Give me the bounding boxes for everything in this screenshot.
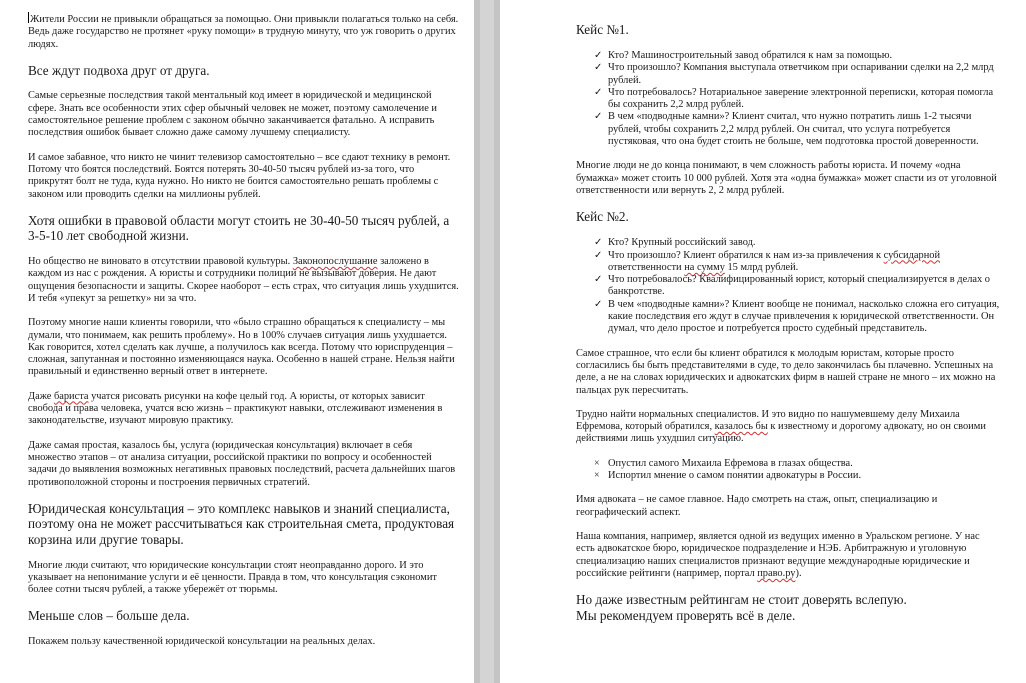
case2-list bbox=[576, 237, 1000, 335]
paragraph-text: Жители России не привыкли обращаться за помощью. Они привыкли полагаться только на себя. Ведь даже государство не протянет «руку помощи» в трудную минуту, что уж говорить о других людях. bbox=[28, 14, 459, 50]
paragraph: Даже самая простая, казалось бы, услуга (юридическая консультация) включает в себя множество этапов – от анализа ситуации, российской практики по вопросу и особенностей задачи до выявления возможных негативных правовых последствий, расчета дальнейших шагов противоположной стороны и построения первичных стратегий. bbox=[28, 439, 456, 488]
list-item: ✓ Кто? Машиностроительный завод обратился к нам за помощью. bbox=[594, 50, 893, 61]
checkmark-icon: ✓ bbox=[594, 298, 603, 310]
spellcheck-word[interactable]: на сумму bbox=[684, 261, 725, 273]
checkmark-icon: ✓ bbox=[594, 274, 603, 286]
paragraph: Но общество не виновато в отсутствии правовой культуры. Законопослушание заложено в каждом из нас с рождения. А юристы и сотрудники полиции не вызывают доверия. Не дают ощущения безопасности и защиты. Скорее наоборот – есть страх, что ситуация лишь ухудшится. И тебя «упекут за решетку» ни за что. bbox=[28, 256, 459, 304]
checkmark-icon: ✓ bbox=[594, 62, 603, 74]
checkmark-icon: ✓ bbox=[594, 237, 603, 249]
paragraph bbox=[28, 12, 460, 51]
right-page-content bbox=[576, 22, 1000, 624]
list-item: ✓ Что произошло? Клиент обратился к нам из-за привлечения к субсидарной ответственности на сумму 15 млрд рублей. bbox=[594, 249, 941, 273]
paragraph: И самое забавное, что никто не чинит телевизор самостоятельно – все сдают технику в ремонт. Потому что боятся последствий. Боятся потерять 30-40-50 тысяч рублей из-за того, что прикрутят болт не туда, куда нужно. Но никто не боится самостоятельно решать проблемы с законом или проводить сделки на миллионы рублей. bbox=[28, 151, 451, 200]
text-cursor bbox=[28, 12, 29, 23]
checkmark-icon: ✓ bbox=[594, 86, 603, 98]
spellcheck-word[interactable]: казалось бы bbox=[714, 421, 768, 433]
cross-icon: × bbox=[594, 470, 600, 482]
page-gutter bbox=[474, 0, 500, 683]
paragraph: Наша компания, например, является одной из ведущих именно в Уральском регионе. У нас есть адвокатское бюро, юридическое подразделение и НЭБ. Арбитражную и уголовную специализацию наших специалистов признают ведущие международные юридические и российские рейтинги (например, портал право.ру). bbox=[576, 530, 980, 579]
paragraph: Трудно найти нормальных специалистов. И это видно по нашумевшему делу Михаила Ефремова, который обратился, казалось бы к известному и дорогому адвокату, но он своими действиями лишь ухудшил ситуацию. bbox=[576, 408, 986, 445]
list-item: × Опустил самого Михаила Ефремова в глазах общества. bbox=[594, 457, 853, 469]
list-item: ✓ В чем «подводные камни»? Клиент вообще не понимал, насколько сложна его ситуация, какие последствия его ждут в случае привлечения к юридической ответственности. Он думал, что дело простое и потребуется просто судебный представитель. bbox=[594, 298, 1000, 335]
paragraph: Даже бариста учатся рисовать рисунки на кофе целый год. А юристы, от которых зависит свобода и права человека, учатся всю жизнь – практикуют навыки, отслеживают изменения в законодательстве, изучают мировую практику. bbox=[28, 390, 443, 427]
list-item: ✓ Что потребовалось? Квалифицированный юрист, который специализируется в делах о банкротстве. bbox=[594, 274, 990, 298]
paragraph: Покажем пользу качественной юридической консультации на реальных делах. bbox=[28, 636, 376, 648]
checkmark-icon: ✓ bbox=[594, 249, 603, 261]
left-page bbox=[0, 0, 474, 683]
heading: Все ждут подвоха друг от друга. bbox=[28, 62, 210, 78]
spellcheck-word[interactable]: бариста bbox=[53, 390, 89, 402]
checkmark-icon: ✓ bbox=[594, 111, 603, 123]
paragraph: Самые серьезные последствия такой ментальный код имеет в юридической и медицинской сфере. Знать все особенности этих сфер обычный человек не может, поэтому самолечение и самостоятельное решение проблем с законом обычно заканчивается фатально. А исправить последствия ошибок бывает сложно даже самому лучшему специалисту. bbox=[28, 90, 437, 139]
case-title: Кейс №1. bbox=[576, 22, 629, 37]
checkmark-icon: ✓ bbox=[594, 50, 603, 61]
heading: Хотя ошибки в правовой области могут стоить не 30-40-50 тысяч рублей, а 3-5-10 лет свободной жизни. bbox=[28, 212, 450, 244]
list-item: ✓ Что произошло? Компания выступала ответчиком при оспаривании сделки на 2,2 млрд рублей. bbox=[594, 62, 994, 86]
heading: Меньше слов – больше дела. bbox=[28, 608, 190, 624]
spellcheck-word[interactable]: субсидарной bbox=[883, 249, 941, 261]
list-item: ✓ Кто? Крупный российский завод. bbox=[594, 237, 756, 249]
heading: Но даже известным рейтингам не стоит доверять вслепую. bbox=[576, 592, 907, 608]
list-item: ✓ В чем «подводные камни»? Клиент считал, что нужно потратить лишь 1-2 тысячи рублей, чтобы сохранить 2,2 млрд рублей. Он считал, что услуга потребуется пустяковая, что она будет стоить не больше, чем подготовка простой доверенности. bbox=[594, 111, 979, 148]
paragraph: Имя адвоката – не самое главное. Надо смотреть на стаж, опыт, специализацию и географический аспект. bbox=[576, 494, 938, 518]
spellcheck-word[interactable]: Законопослушание bbox=[292, 256, 378, 268]
cross-list bbox=[576, 458, 1000, 483]
paragraph: Многие люди не до конца понимают, в чем сложность работы юриста. И почему «одна бумажка» может стоить 10 000 рублей. Хотя эта «одна бумажка» может спасти из от уголовной ответственности или вернуть 2, 2 млрд рублей. bbox=[576, 160, 997, 196]
right-page bbox=[500, 0, 1026, 683]
paragraph: Многие люди считают, что юридические консультации стоят неоправданно дорого. И это указывает на непонимание услуги и её ценности. Правда в том, что консультация сэкономит более сотни тысяч рублей, а также убережёт от тюрьмы. bbox=[28, 559, 437, 596]
heading: Мы рекомендуем проверять всё в деле. bbox=[576, 608, 796, 624]
left-page-content bbox=[28, 12, 460, 648]
case1-list bbox=[576, 50, 1000, 148]
heading: Юридическая консультация – это комплекс навыков и знаний специалиста, поэтому она не может рассчитываться как строительная смета, продуктовая корзина или другие товары. bbox=[28, 500, 455, 547]
paragraph: Самое страшное, что если бы клиент обратился к молодым юристам, которые просто согласились бы быть представителями в суде, то дело закончилась бы плачевно. Успешных на деле, а не на словах юридических и адвокатских фирм в нашей стране не много – их можно на пальцах рук пересчитать. bbox=[576, 347, 996, 396]
spellcheck-word[interactable]: право.ру bbox=[757, 567, 796, 579]
cross-icon: × bbox=[594, 457, 600, 469]
paragraph: Поэтому многие наши клиенты говорили, что «было страшно обращаться к специалисту – мы думали, что понимаем, как решить проблему». Но в 100% случаев ситуация лишь ухудшается. Как говорится, хотел сделать как лучше, а получилось как всегда. Потому что юриспруденция – сложная, запутанная и постоянно изменяющаяся наука. Особенно в нашей стране. Нельзя найти правильный и единственно верный ответ в интернете. bbox=[28, 317, 455, 378]
list-item: ✓ Что потребовалось? Нотариальное заверение электронной переписки, которая помогла бы сохранить 2,2 млрд рублей. bbox=[594, 86, 994, 111]
list-item: × Испортил мнение о самом понятии адвокатуры в России. bbox=[594, 470, 862, 482]
case-title: Кейс №2. bbox=[576, 209, 629, 225]
